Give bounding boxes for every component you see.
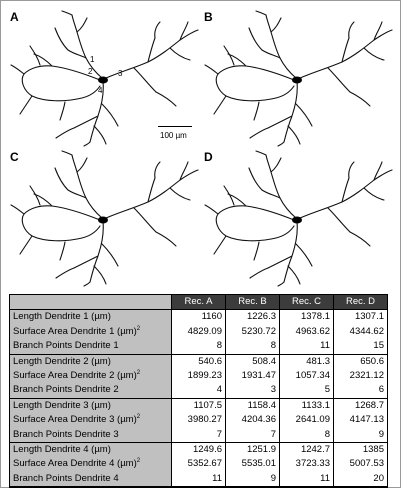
dendrite-branch [56, 268, 74, 278]
dendrite-branch [84, 142, 90, 146]
dendrite-branch [72, 155, 102, 218]
neuron-panel-a [10, 10, 200, 146]
table-row [10, 354, 388, 369]
dendrite-branch [55, 168, 68, 190]
table-corner-cell [10, 295, 172, 310]
table-cell: 8 [226, 339, 280, 354]
dendrite-branch [62, 151, 72, 155]
neuron-panel-b [204, 10, 394, 146]
dendrite-branch [60, 102, 65, 120]
dendrite-branch [102, 244, 118, 266]
dendrite-label-1: 1 [90, 55, 95, 64]
dendrite-branch [328, 208, 350, 232]
dendrite-branch [271, 158, 281, 172]
dendrite-branch [271, 18, 281, 32]
dendrite-branch [350, 92, 370, 106]
dendrite-branch [254, 242, 259, 260]
table-cell: 5 [280, 383, 334, 398]
dendrite-branch [250, 128, 268, 138]
dendrite-branch [349, 22, 354, 38]
table-row [10, 398, 388, 413]
dendrite-branch [254, 102, 259, 120]
table-cell: 650.6 [334, 354, 388, 369]
dendrite-branch [296, 104, 312, 126]
dendrite-branch [256, 151, 266, 155]
dendrite-branch [228, 54, 246, 66]
table-row [10, 369, 388, 383]
dendrite-branch [249, 28, 262, 50]
scale-bar-label: 100 µm [160, 131, 187, 140]
dendrite-label-4: 4 [98, 86, 103, 95]
dendrite-branch [134, 208, 156, 232]
dendrite-branch [266, 155, 296, 218]
table-cell: 3980.27 [172, 413, 226, 427]
dendrite-branch [349, 162, 354, 178]
row-label-text: Length Dendrite 4 (µm) [13, 444, 111, 456]
row-label [10, 413, 172, 427]
table-row [10, 310, 388, 325]
neuron-reconstruction-b [204, 10, 394, 146]
dendrite-branch [256, 11, 266, 15]
row-label-text: Length Dendrite 1 (µm) [13, 311, 111, 323]
unit-superscript: 2 [136, 369, 141, 376]
table-cell: 1385 [334, 443, 388, 458]
row-label-text: Length Dendrite 2 (µm) [13, 355, 111, 367]
dendrite-branch [205, 205, 218, 214]
dendrite-branch [214, 96, 226, 114]
dendrite-branch [249, 168, 262, 190]
table-cell: 1242.7 [280, 443, 334, 458]
table-row [10, 443, 388, 458]
dendrite-branch [350, 232, 370, 246]
table-cell: 1133.1 [280, 398, 334, 413]
unit-superscript: 2 [136, 325, 141, 332]
panel-label-b: B [204, 10, 213, 24]
table-cell: 3 [226, 383, 280, 398]
table-row [10, 428, 388, 443]
dendrite-branch [62, 11, 72, 15]
row-label [10, 428, 172, 443]
dendrite-branch [205, 65, 218, 74]
table-cell: 11 [280, 472, 334, 487]
dendrite-branch [328, 68, 350, 92]
dendrite-branch [90, 222, 103, 282]
dendrite-branch [55, 28, 68, 50]
table-cell: 4147.13 [334, 413, 388, 427]
row-label-text: Surface Area Dendrite 1 (µm) [13, 325, 137, 337]
row-label-text: Branch Points Dendrite 3 [13, 428, 119, 440]
dendrite-branch [34, 194, 52, 206]
dendrite-branch [94, 126, 106, 144]
table-cell: 1107.5 [172, 398, 226, 413]
dendrite-branch [77, 158, 87, 172]
column-header: Rec. B [226, 295, 280, 310]
dendrite-branch [77, 18, 87, 32]
dendrite-branch [156, 232, 176, 246]
table-cell: 1249.6 [172, 443, 226, 458]
dendrite-branch [288, 266, 300, 284]
dendrite-branch [216, 66, 294, 101]
column-header: Rec. A [172, 295, 226, 310]
table-cell: 11 [280, 339, 334, 354]
table-cell: 2641.09 [280, 413, 334, 427]
dendrite-branch [102, 104, 118, 126]
dendrite-branch [34, 54, 52, 66]
dendrite-branch [11, 205, 24, 214]
neuron-reconstruction-d [204, 150, 394, 286]
dendrite-branch [214, 236, 226, 254]
dendrite-branch [228, 194, 246, 206]
table-cell: 1378.1 [280, 310, 334, 325]
dendrite-branch [20, 236, 32, 254]
table-cell: 4963.62 [280, 325, 334, 339]
dendrite-branch [364, 188, 384, 200]
table-cell: 481.3 [280, 354, 334, 369]
table-cell: 4204.36 [226, 413, 280, 427]
table-cell: 8 [280, 428, 334, 443]
table-cell: 5230.72 [226, 325, 280, 339]
morphometry-table [9, 294, 388, 488]
table-cell: 7 [172, 428, 226, 443]
row-label-text: Surface Area Dendrite 3 (µm) [13, 414, 137, 426]
dendrite-branch [94, 266, 106, 284]
scale-bar [158, 126, 192, 127]
row-label-text: Surface Area Dendrite 2 (µm) [13, 370, 137, 382]
neuron-reconstruction-c [10, 150, 200, 286]
table-cell: 8 [172, 339, 226, 354]
table-cell: 3723.33 [280, 457, 334, 471]
row-label-text: Branch Points Dendrite 1 [13, 340, 119, 352]
table-cell: 5352.67 [172, 457, 226, 471]
table-cell: 1899.23 [172, 369, 226, 383]
soma [98, 217, 108, 224]
row-label [10, 369, 172, 383]
row-label [10, 443, 172, 458]
table-cell: 4829.09 [172, 325, 226, 339]
table-cell: 6 [334, 383, 388, 398]
dendrite-branch [284, 82, 297, 142]
table-cell: 1226.3 [226, 310, 280, 325]
row-label-text: Branch Points Dendrite 2 [13, 384, 119, 396]
dendrite-label-3: 3 [118, 69, 123, 78]
column-header: Rec. C [280, 295, 334, 310]
row-label [10, 339, 172, 354]
table-cell: 7 [226, 428, 280, 443]
row-label-text: Length Dendrite 3 (µm) [13, 399, 111, 411]
table-cell: 4 [172, 383, 226, 398]
dendrite-branch [170, 188, 190, 200]
panel-label-d: D [204, 150, 213, 164]
panel-label-c: C [10, 150, 19, 164]
soma [98, 77, 108, 84]
table-row [10, 457, 388, 471]
dendrite-branch [84, 282, 90, 286]
table-cell: 1251.9 [226, 443, 280, 458]
column-header: Rec. D [334, 295, 388, 310]
table-cell: 20 [334, 472, 388, 487]
table-cell: 15 [334, 339, 388, 354]
dendrite-branch [72, 15, 102, 78]
dendrite-branch [170, 48, 190, 60]
table-cell: 508.4 [226, 354, 280, 369]
dendrite-branch [56, 128, 74, 138]
table-cell: 1931.47 [226, 369, 280, 383]
neuron-panel-d [204, 150, 394, 286]
table-cell: 2321.12 [334, 369, 388, 383]
table-cell: 1307.1 [334, 310, 388, 325]
table-row [10, 472, 388, 487]
dendrite-label-2: 2 [88, 67, 93, 76]
table-cell: 1057.34 [280, 369, 334, 383]
dendrite-branch [20, 96, 32, 114]
row-label-text: Branch Points Dendrite 4 [13, 472, 119, 484]
table-cell: 1158.4 [226, 398, 280, 413]
dendrite-branch [296, 244, 312, 266]
dendrite-branch [216, 206, 294, 241]
dendrite-branch [364, 48, 384, 60]
row-label [10, 398, 172, 413]
row-label [10, 310, 172, 325]
row-label-text: Surface Area Dendrite 4 (µm) [13, 458, 137, 470]
soma [292, 77, 302, 84]
dendrite-branch [155, 162, 160, 178]
dendrite-branch [278, 142, 284, 146]
table-row [10, 325, 388, 339]
table-cell: 1160 [172, 310, 226, 325]
table-row [10, 383, 388, 398]
unit-superscript: 2 [136, 458, 141, 465]
unit-superscript: 2 [136, 414, 141, 421]
row-label [10, 457, 172, 471]
dendrite-branch [60, 242, 65, 260]
table-cell: 1268.7 [334, 398, 388, 413]
dendrite-branch [266, 15, 296, 78]
soma [292, 217, 302, 224]
dendrite-branch [11, 65, 24, 74]
table-cell: 540.6 [172, 354, 226, 369]
dendrite-branch [288, 126, 300, 144]
table-cell: 9 [226, 472, 280, 487]
dendrite-branch [155, 22, 160, 38]
table-header-row [10, 295, 388, 310]
dendrite-branch [278, 282, 284, 286]
dendrite-branch [22, 206, 100, 241]
panel-label-a: A [10, 10, 19, 24]
dendrite-branch [300, 170, 392, 218]
row-label [10, 325, 172, 339]
row-label [10, 354, 172, 369]
row-label [10, 383, 172, 398]
table-row [10, 413, 388, 427]
row-label [10, 472, 172, 487]
dendrite-branch [134, 68, 156, 92]
table-cell: 11 [172, 472, 226, 487]
table-cell: 5007.53 [334, 457, 388, 471]
table-cell: 4344.62 [334, 325, 388, 339]
dendrite-branch [156, 92, 176, 106]
table-cell: 5535.01 [226, 457, 280, 471]
table-cell: 9 [334, 428, 388, 443]
dendrite-branch [250, 268, 268, 278]
dendrite-branch [106, 170, 198, 218]
neuron-panel-c [10, 150, 200, 286]
dendrite-branch [284, 222, 297, 282]
table-row [10, 339, 388, 354]
dendrite-branch [300, 30, 392, 78]
